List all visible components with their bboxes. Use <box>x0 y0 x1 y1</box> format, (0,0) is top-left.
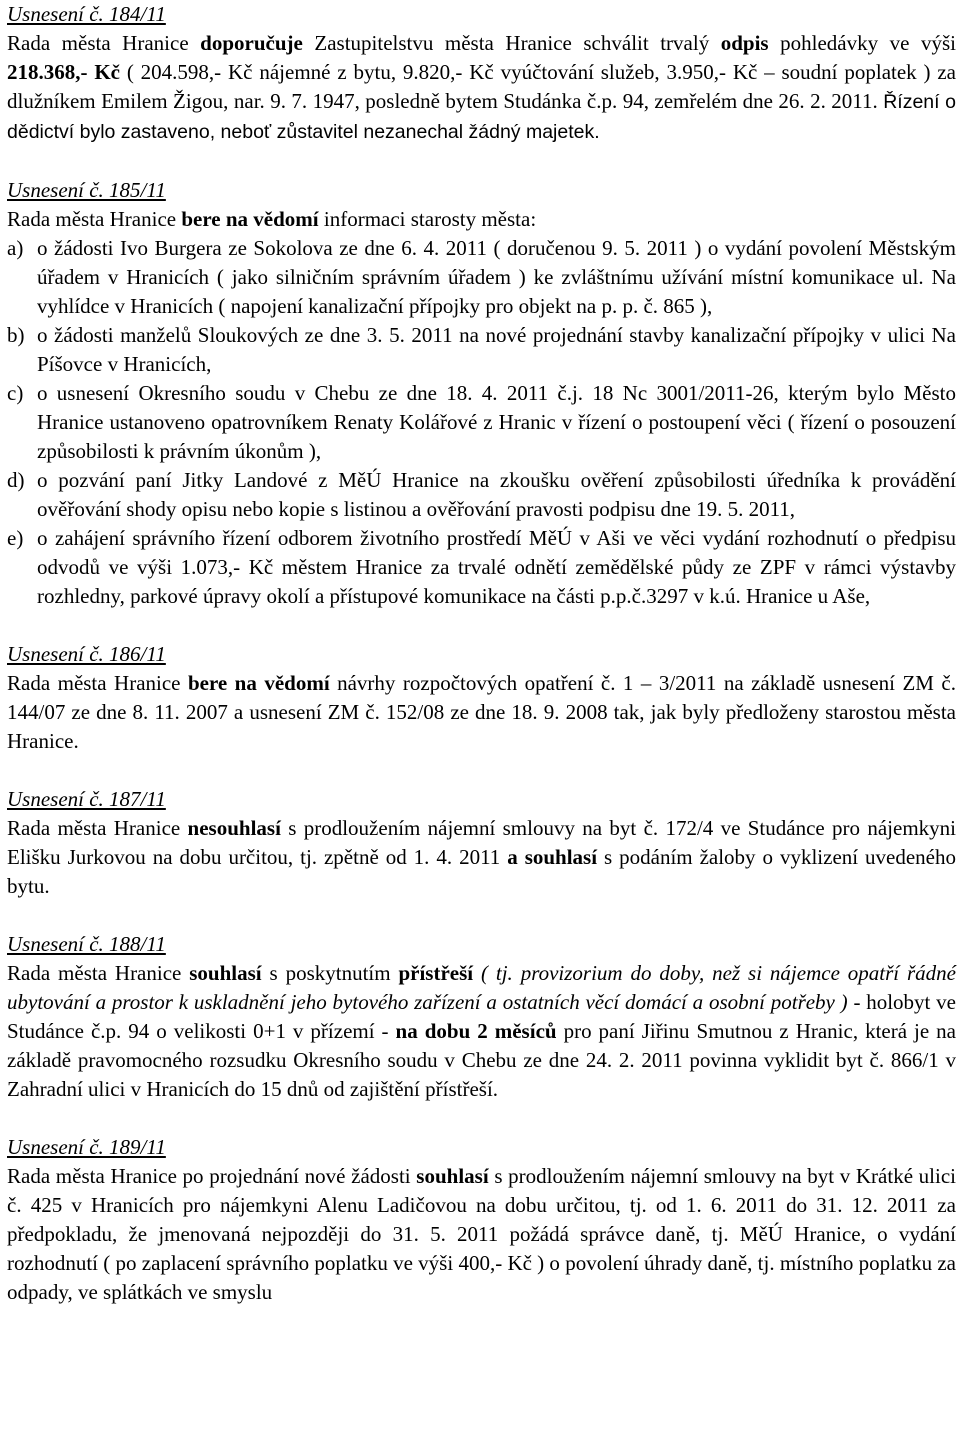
resolution-heading: Usnesení č. 184/11 <box>7 2 166 26</box>
list-item <box>7 321 956 379</box>
text-run: informaci starosty města: <box>318 207 537 231</box>
text-run: návrhy rozpočtových opatření č. 1 – 3/2011 na základě usnesení ZM č. 144/07 ze dne 8. 11. 2007 a usnesení ZM č. 152/08 ze dne 18. 9. 2008 tak, jak byly předloženy starostou města Hranice. <box>7 671 956 753</box>
item-list <box>7 234 956 611</box>
list-item-label: a) <box>7 236 24 260</box>
bold-text: 218.368,- Kč <box>7 60 120 84</box>
resolution-paragraph <box>7 29 956 147</box>
bold-text: přístřeší <box>398 961 474 985</box>
bold-text: souhlasí <box>189 961 262 985</box>
list-item-label: d) <box>7 468 25 492</box>
bold-text: a souhlasí <box>507 845 598 869</box>
list-item <box>7 234 956 321</box>
text-run: o žádosti Ivo Burgera ze Sokolova ze dne 6. 4. 2011 ( doručenou 9. 5. 2011 ) o vydání povolení Městským úřadem v Hranicích ( jako silničním správním úřadem ) ke zvláštnímu užívání místní komunikace ul. Na vyhlídce v Hranicích ( napojení kanalizační přípojky pro objekt na p. p. č. 865 ), <box>37 236 956 318</box>
resolution-section <box>7 176 956 611</box>
resolution-heading: Usnesení č. 187/11 <box>7 787 166 811</box>
resolution-paragraph <box>7 814 956 901</box>
resolution-section <box>7 640 956 756</box>
bold-text: nesouhlasí <box>187 816 281 840</box>
text-run: - holobyt ve Studánce č.p. 94 o velikosti 0+1 v přízemí - <box>7 990 956 1043</box>
text-run: s poskytnutím <box>261 961 399 985</box>
text-run: Rada města Hranice <box>7 31 201 55</box>
resolution-heading: Usnesení č. 186/11 <box>7 642 166 666</box>
text-run: o usnesení Okresního soudu v Chebu ze dne 18. 4. 2011 č.j. 18 Nc 3001/2011-26, kterým bylo Město Hranice ustanoveno opatrovníkem Renaty Kolářové z Hranic v řízení o postoupení věci ( řízení o posouzení způsobilosti k právním úkonům ), <box>37 381 956 463</box>
resolution-paragraph <box>7 959 956 1104</box>
text-run: Rada města Hranice <box>7 207 182 231</box>
bold-text: doporučuje <box>200 31 303 55</box>
text-run: o pozvání paní Jitky Landové z MěÚ Hranice na zkoušku ověření způsobilosti úředníka k provádění ověřování shody opisu nebo kopie s listinou a ověřování pravosti podpisu dne 19. 5. 2011, <box>37 468 956 521</box>
resolution-heading: Usnesení č. 189/11 <box>7 1135 166 1159</box>
resolution-section <box>7 785 956 901</box>
bold-text: na dobu 2 měsíců <box>395 1019 557 1043</box>
resolution-section <box>7 930 956 1104</box>
resolution-paragraph <box>7 1162 956 1307</box>
resolution-paragraph <box>7 669 956 756</box>
list-item-label: c) <box>7 381 24 405</box>
text-run: Rada města Hranice po projednání nové žádosti <box>7 1164 417 1188</box>
text-run: ( 204.598,- Kč nájemné z bytu, 9.820,- Kč vyúčtování služeb, 3.950,- Kč – soudní poplatek ) za dlužníkem Emilem Žigou, nar. 9. 7. 1947, posledně bytem Studánka č.p. 94, zemřelém dne 26. 2. 2011. <box>7 60 956 113</box>
list-item-label: b) <box>7 323 25 347</box>
text-run: Rada města Hranice <box>7 961 190 985</box>
text-run: pohledávky ve výši <box>768 31 956 55</box>
text-run: Rada města Hranice <box>7 671 188 695</box>
bold-text: souhlasí <box>416 1164 489 1188</box>
bold-text: bere na vědomí <box>187 671 330 695</box>
resolution-section <box>7 1133 956 1307</box>
text-run: o žádosti manželů Sloukových ze dne 3. 5. 2011 na nové projednání stavby kanalizační přípojky v ulici Na Píšovce v Hranicích, <box>37 323 956 376</box>
list-item <box>7 466 956 524</box>
text-run: s prodloužením nájemní smlouvy na byt č. 172/4 ve Studánce pro nájemkyni Elišku Jurkovou na dobu určitou, tj. zpětně od 1. 4. 2011 <box>7 816 957 869</box>
list-item <box>7 379 956 466</box>
resolution-heading: Usnesení č. 185/11 <box>7 178 166 202</box>
text-run: s podáním žaloby o vyklizení uvedeného bytu. <box>7 845 957 898</box>
list-item <box>7 524 956 611</box>
bold-text: bere na vědomí <box>181 207 319 231</box>
text-run: Řízení o dědictví bylo zastaveno, neboť zůstavitel nezanechal žádný majetek. <box>7 91 957 143</box>
text-run: pro paní Jiřinu Smutnou z Hranic, která je na základě pravomocného rozsudku Okresního soudu v Chebu ze dne 24. 2. 2011 povinna vyklidit byt č. 866/1 v Zahradní ulici v Hranicích do 15 dnů od zajištění přístřeší. <box>7 1019 956 1101</box>
text-run: s prodloužením nájemní smlouvy na byt v Krátké ulici č. 425 v Hranicích pro nájemkyni Alenu Ladičovou na dobu určitou, tj. od 1. 6. 2011 do 31. 12. 2011 za předpokladu, že jmenovaná nejpozději do 31. 5. 2011 požádá správce daně, tj. MěÚ Hranice, o vydání rozhodnutí ( po zaplacení správního poplatku ve výši 400,- Kč ) o povolení úhrady daně, tj. místního poplatku za odpady, ve splátkách ve smyslu <box>7 1164 956 1304</box>
resolution-section <box>7 0 956 147</box>
text-run: Rada města Hranice <box>7 816 188 840</box>
resolution-heading: Usnesení č. 188/11 <box>7 932 166 956</box>
list-item-label: e) <box>7 526 24 550</box>
italic-text: ( tj. provizorium do doby, než si nájemce opatří řádné ubytování a prostor k uskladnění jeho bytového zařízení a ostatních věcí domácí a osobní potřeby ) <box>7 961 956 1014</box>
bold-text: odpis <box>720 31 769 55</box>
text-run: Zastupitelstvu města Hranice schválit trvalý <box>302 31 721 55</box>
resolution-paragraph <box>7 205 956 234</box>
text-run: o zahájení správního řízení odborem životního prostředí MěÚ v Aši ve věci vydání rozhodnutí o předpisu odvodů ve výši 1.073,- Kč městem Hranice za trvalé odnětí zemědělské půdy ze ZPF v rámci výstavby rozhledny, parkové úpravy okolí a přístupové komunikace na části p.p.č.3297 v k.ú. Hranice u Aše, <box>37 526 956 608</box>
